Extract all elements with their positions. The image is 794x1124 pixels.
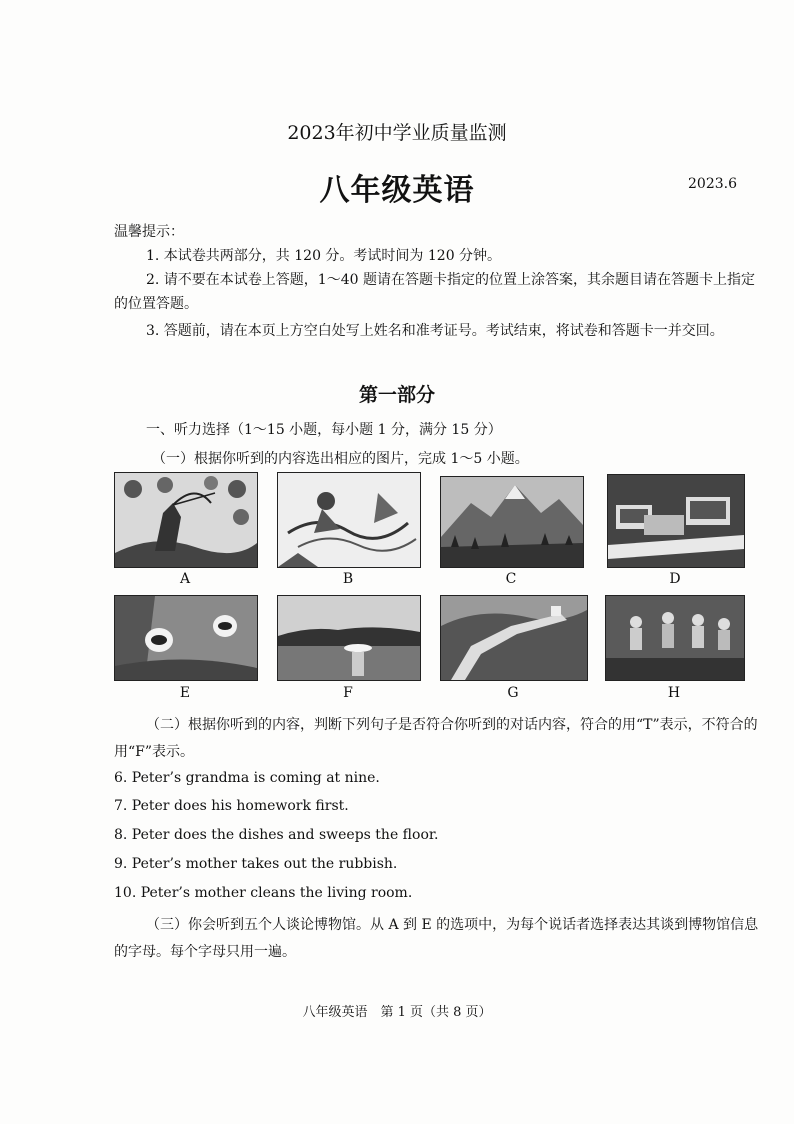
picture-label: E (179, 685, 191, 701)
section-heading: 一、听力选择（1～15 小题，每小题 1 分，满分 15 分） (146, 422, 502, 438)
question-item: 6. Peter’s grandma is coming at nine. (114, 770, 380, 786)
page-footer: 八年级英语 第 1 页（共 8 页） (302, 1005, 492, 1020)
band-performing-photo-icon (605, 595, 745, 681)
picture-label: H (667, 685, 681, 701)
question-item: 8. Peter does the dishes and sweeps the floor. (114, 827, 439, 843)
picture-label: B (342, 571, 354, 587)
picture-label: F (343, 685, 353, 701)
picture-label: G (507, 685, 519, 701)
modern-building-photo-icon (607, 474, 745, 568)
tip-item: 2. 请不要在本试卷上答题，1～40 题请在答题卡指定的位置上涂答案，其余题目请在答题卡上指定的位置答题。 (114, 272, 755, 312)
tip-item: 3. 答题前，请在本页上方空白处写上姓名和准考证号。考试结束，将试卷和答题卡一并交回。 (146, 323, 724, 339)
flying-fairy-illustration-icon (277, 472, 421, 568)
picture-label: C (505, 571, 517, 587)
exam-title: 2023年初中学业质量监测 (287, 122, 507, 144)
picture-label: A (179, 571, 191, 587)
subsection-instruction: （三）你会听到五个人谈论博物馆。从 A 到 E 的选项中，为每个说话者选择表达其谈到博物馆信息的字母。每个字母只用一遍。 (114, 917, 759, 960)
great-wall-photo-icon (440, 595, 588, 681)
pandas-photo-icon (114, 595, 258, 681)
subsection-instruction: （一）根据你听到的内容选出相应的图片，完成 1～5 小题。 (152, 451, 529, 467)
subsection-instruction: （二）根据你听到的内容，判断下列句子是否符合你听到的对话内容，符合的用“T”表示，不符合的用“F”表示。 (114, 717, 758, 760)
archer-shooting-suns-illustration-icon (114, 472, 258, 568)
snowy-mountain-photo-icon (440, 476, 584, 568)
lake-sunset-photo-icon (277, 595, 421, 681)
picture-label: D (669, 571, 681, 587)
subject-title: 八年级英语 (319, 173, 475, 208)
tips-heading: 温馨提示： (114, 224, 184, 240)
question-item: 10. Peter’s mother cleans the living room. (114, 885, 413, 901)
tip-item: 1. 本试卷共两部分，共 120 分。考试时间为 120 分钟。 (146, 248, 502, 264)
exam-date: 2023.6 (688, 176, 737, 192)
question-item: 9. Peter’s mother takes out the rubbish. (114, 856, 398, 872)
part-heading: 第一部分 (358, 384, 435, 406)
question-item: 7. Peter does his homework first. (114, 798, 349, 814)
